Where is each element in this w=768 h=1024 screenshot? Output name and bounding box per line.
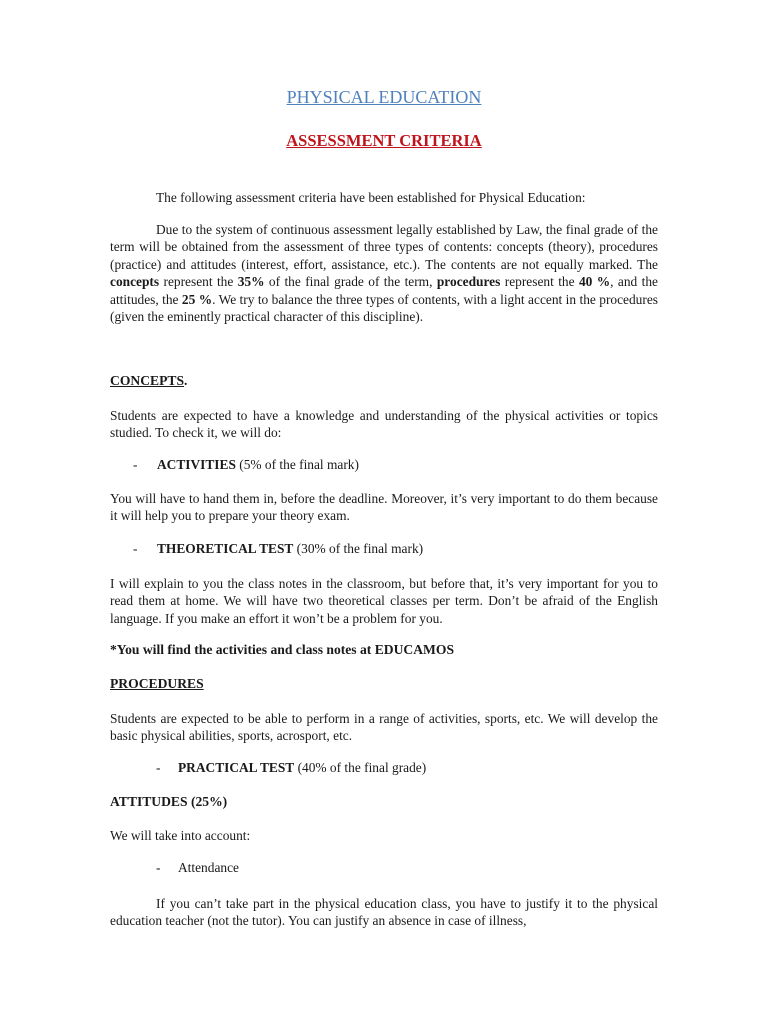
activities-item: - ACTIVITIES (5% of the final mark) <box>133 457 359 472</box>
grading-paragraph: Due to the system of continuous assessment legally established by Law, the final grade of the term will be obtained from the assessment of three types of contents: concepts (theory), procedures (practice) and attitudes (interest, effort, assistance, etc.). The contents are not equally marked. The concepts represent the 35% of the final grade of the term, procedures represent the 40 %, and the attitudes, the 25 %. We try to balance the three types of contents, with a light accent in the procedures (given the eminently practical character of this discipline). <box>110 222 658 325</box>
concepts-percent: 35% <box>237 274 265 290</box>
practical-test-item: - PRACTICAL TEST (40% of the final grade) <box>156 760 427 775</box>
bullet-dash: - <box>156 860 161 875</box>
concepts-term: concepts <box>110 274 160 290</box>
procedures-term: procedures <box>436 274 501 290</box>
bullet-dash: - <box>133 457 138 472</box>
procedures-heading: PROCEDURES <box>110 676 204 691</box>
activities-paragraph: You will have to hand them in, before the deadline. Moreover, it’s very important to do them because it will help you to prepare your theory exam. <box>110 491 658 524</box>
bullet-dash: - <box>156 760 161 775</box>
attitudes-paragraph: We will take into account: <box>110 828 251 843</box>
practical-test-label: PRACTICAL TEST <box>178 760 295 775</box>
page-subtitle: ASSESSMENT CRITERIA <box>286 131 482 150</box>
attendance-item <box>156 860 556 878</box>
concepts-heading: CONCEPTS. <box>110 373 188 388</box>
activities-label: ACTIVITIES <box>157 457 236 472</box>
bullet-dash: - <box>133 541 138 556</box>
educamos-note: *You will find the activities and class notes at EDUCAMOS <box>110 642 455 657</box>
attendance-paragraph: If you can’t take part in the physical education class, you have to justify it to the physical education teacher (not the tutor). You can justify an absence in case of illness, <box>110 896 658 929</box>
attitudes-percent: 25 % <box>181 291 213 307</box>
theoretical-test-label: THEORETICAL TEST <box>157 541 294 556</box>
attitudes-heading: ATTITUDES (25%) <box>110 794 228 809</box>
attendance-label: Attendance <box>178 860 239 875</box>
procedures-percent: 40 % <box>578 274 611 290</box>
theoretical-test-item: - THEORETICAL TEST (30% of the final mark) <box>133 541 424 556</box>
intro-paragraph: The following assessment criteria have been established for Physical Education: <box>156 190 586 205</box>
page-title: PHYSICAL EDUCATION <box>286 87 482 107</box>
procedures-paragraph: Students are expected to be able to perform in a range of activities, sports, etc. We will develop the basic physical abilities, sports, acrosport, etc. <box>110 711 658 744</box>
concepts-paragraph: Students are expected to have a knowledge and understanding of the physical activities or topics studied. To check it, we will do: <box>110 408 658 441</box>
theoretical-test-paragraph: I will explain to you the class notes in the classroom, but before that, it’s very important for you to read them at home. We will have two theoretical classes per term. Don’t be afraid of the English language. If you make an effort it won’t be a problem for you. <box>110 576 658 626</box>
